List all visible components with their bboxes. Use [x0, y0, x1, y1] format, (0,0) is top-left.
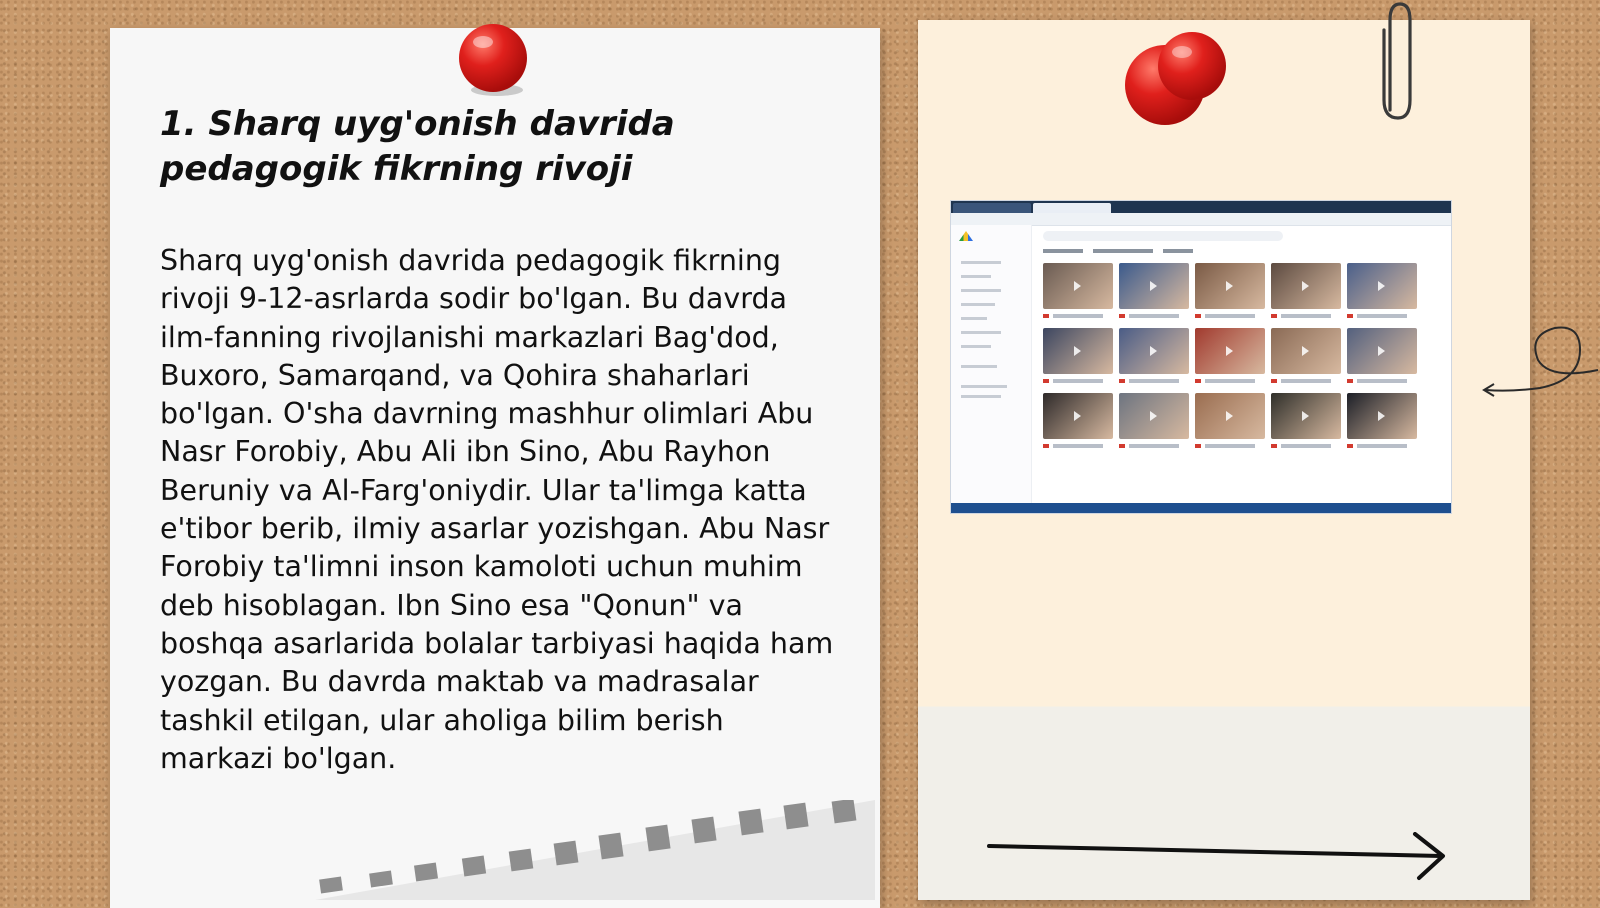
browser-tab-strip [951, 201, 1451, 213]
drive-search-bar [1043, 231, 1283, 241]
arrow-right-icon [985, 832, 1455, 882]
video-thumbnail [1119, 328, 1189, 383]
slide-body-text: Sharq uyg'onish davrida pedagogik fikrning rivoji 9-12-asrlarda sodir bo'lgan. Bu davrda ilm-fanning rivojlanishi markazlari Bag'dod, Buxoro, Samarqand, va Qohira shaharlari bo'lgan. O'sha davrning mashhur olimlari Abu Nasr Forobiy, Abu Ali ibn Sino, Abu Rayhon Beruniy va Al-Farg'oniydir. Ular ta'limga katta e'tibor berib, ilmiy asarlar yozishgan. Abu Nasr Forobiy ta'limni inson kamoloti uchun muhim deb hisoblagan. Ibn Sino esa "Qonun" va boshqa asarlarida bolalar tarbiyasi haqida ham yozgan. Bu davrda maktab va madrasalar tashkil etilgan, ular aholiga bilim berish markazi bo'lgan. [160, 244, 834, 775]
video-thumbnail [1271, 263, 1341, 318]
os-taskbar [951, 503, 1451, 513]
browser-tab [953, 203, 1031, 213]
video-thumbnail [1347, 393, 1417, 448]
drive-logo-icon [959, 231, 973, 241]
video-thumbnail-grid [1043, 263, 1417, 448]
slide-title: 1. Sharq uyg'onish davrida pedagogik fikrning rivoji [160, 104, 675, 189]
drive-breadcrumb [1043, 249, 1343, 253]
video-thumbnail [1271, 393, 1341, 448]
torn-paper-edge-decoration [315, 800, 875, 900]
video-thumbnail [1043, 263, 1113, 318]
video-thumbnail [1271, 328, 1341, 383]
curl-arrow-icon [1480, 310, 1600, 410]
video-thumbnail [1195, 328, 1265, 383]
video-thumbnail [1195, 393, 1265, 448]
video-thumbnail [1347, 263, 1417, 318]
video-thumbnail [1043, 328, 1113, 383]
video-thumbnail [1043, 393, 1113, 448]
video-thumbnail [1347, 328, 1417, 383]
drive-sidebar [951, 225, 1032, 503]
video-thumbnail [1119, 263, 1189, 318]
video-thumbnail [1119, 393, 1189, 448]
browser-tab [1033, 203, 1111, 213]
pushpin-icon [455, 20, 533, 98]
pushpin-icon [1120, 30, 1240, 130]
video-thumbnail [1195, 263, 1265, 318]
embedded-screenshot-image [950, 200, 1452, 514]
paperclip-icon [1378, 0, 1418, 125]
